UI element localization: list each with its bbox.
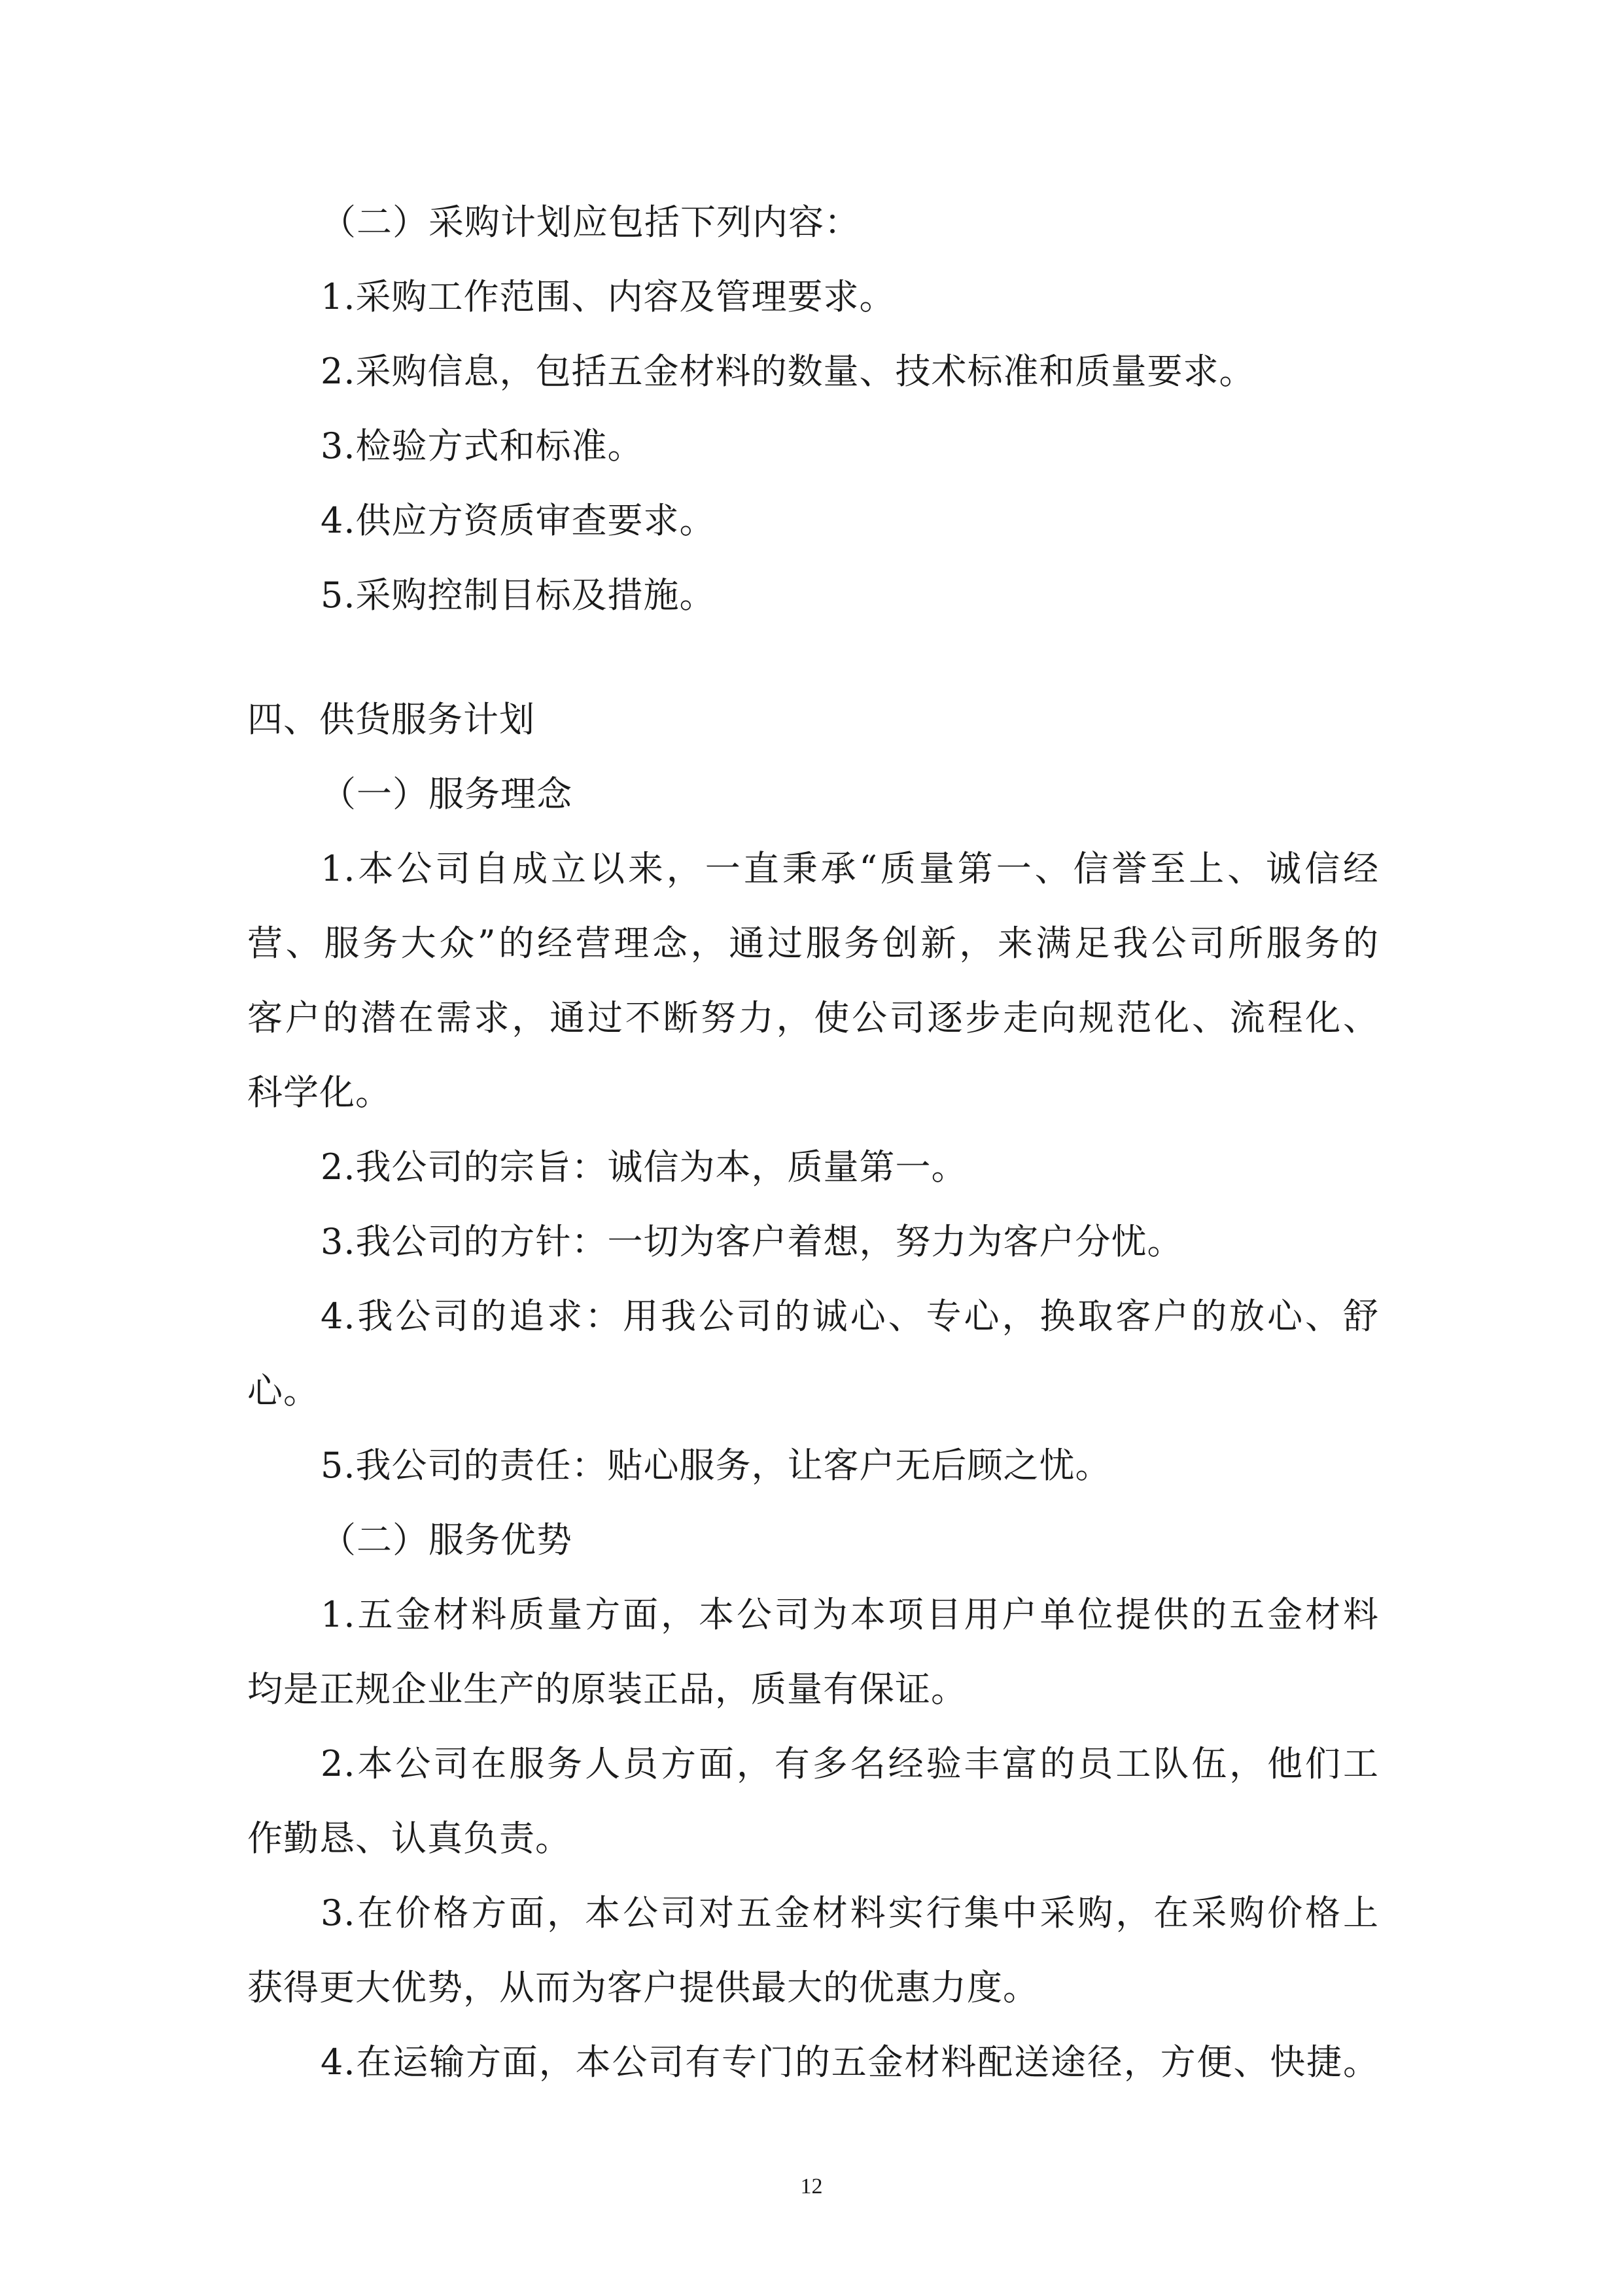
list-item: 3.检验方式和标准。 xyxy=(321,425,644,467)
paragraph-line: 2.本公司在服务人员方面，有多名经验丰富的员工队伍，他们工 xyxy=(321,1743,1379,1784)
list-item: 5.我公司的责任：贴心服务，让客户无后顾之忧。 xyxy=(321,1445,1111,1486)
list-item: 1.采购工作范围、内容及管理要求。 xyxy=(321,276,896,317)
paragraph-line: 心。 xyxy=(247,1370,319,1411)
paragraph-line: 1.本公司自成立以来，一直秉承“质量第一、信誉至上、诚信经 xyxy=(321,848,1379,889)
subheading-service-advantages: （二）服务优势 xyxy=(321,1519,572,1561)
paragraph-line: 获得更大优势，从而为客户提供最大的优惠力度。 xyxy=(247,1967,1039,2008)
section-heading-supply-service-plan: 四、供货服务计划 xyxy=(247,699,535,740)
paragraph-line: 3.在价格方面，本公司对五金材料实行集中采购，在采购价格上 xyxy=(321,1892,1379,1934)
paragraph-line: 作勤恳、认真负责。 xyxy=(247,1818,571,1859)
list-item: 2.我公司的宗旨：诚信为本，质量第一。 xyxy=(321,1146,968,1188)
paragraph-line: 营、服务大众”的经营理念，通过服务创新，来满足我公司所服务的 xyxy=(247,923,1379,964)
paragraph-line: 客户的潜在需求，通过不断努力，使公司逐步走向规范化、流程化、 xyxy=(247,997,1379,1038)
paragraph-line: 1.五金材料质量方面，本公司为本项目用户单位提供的五金材料 xyxy=(321,1594,1379,1635)
list-item: 4.供应方资质审查要求。 xyxy=(321,500,716,541)
paragraph-line: 均是正规企业生产的原装正品，质量有保证。 xyxy=(247,1669,967,1710)
subheading-service-philosophy: （一）服务理念 xyxy=(321,773,572,815)
paragraph-line: 4.我公司的追求：用我公司的诚心、专心，换取客户的放心、舒 xyxy=(321,1296,1379,1337)
subheading-purchase-plan-contents: （二）采购计划应包括下列内容： xyxy=(321,202,860,243)
list-item: 5.采购控制目标及措施。 xyxy=(321,574,716,616)
paragraph-line: 4.在运输方面，本公司有专门的五金材料配送途径，方便、快捷。 xyxy=(321,2041,1379,2083)
page-number: 12 xyxy=(800,2174,823,2199)
list-item: 3.我公司的方针：一切为客户着想，努力为客户分忧。 xyxy=(321,1221,1183,1262)
list-item: 2.采购信息，包括五金材料的数量、技术标准和质量要求。 xyxy=(321,351,1255,392)
paragraph-line: 科学化。 xyxy=(247,1072,391,1113)
